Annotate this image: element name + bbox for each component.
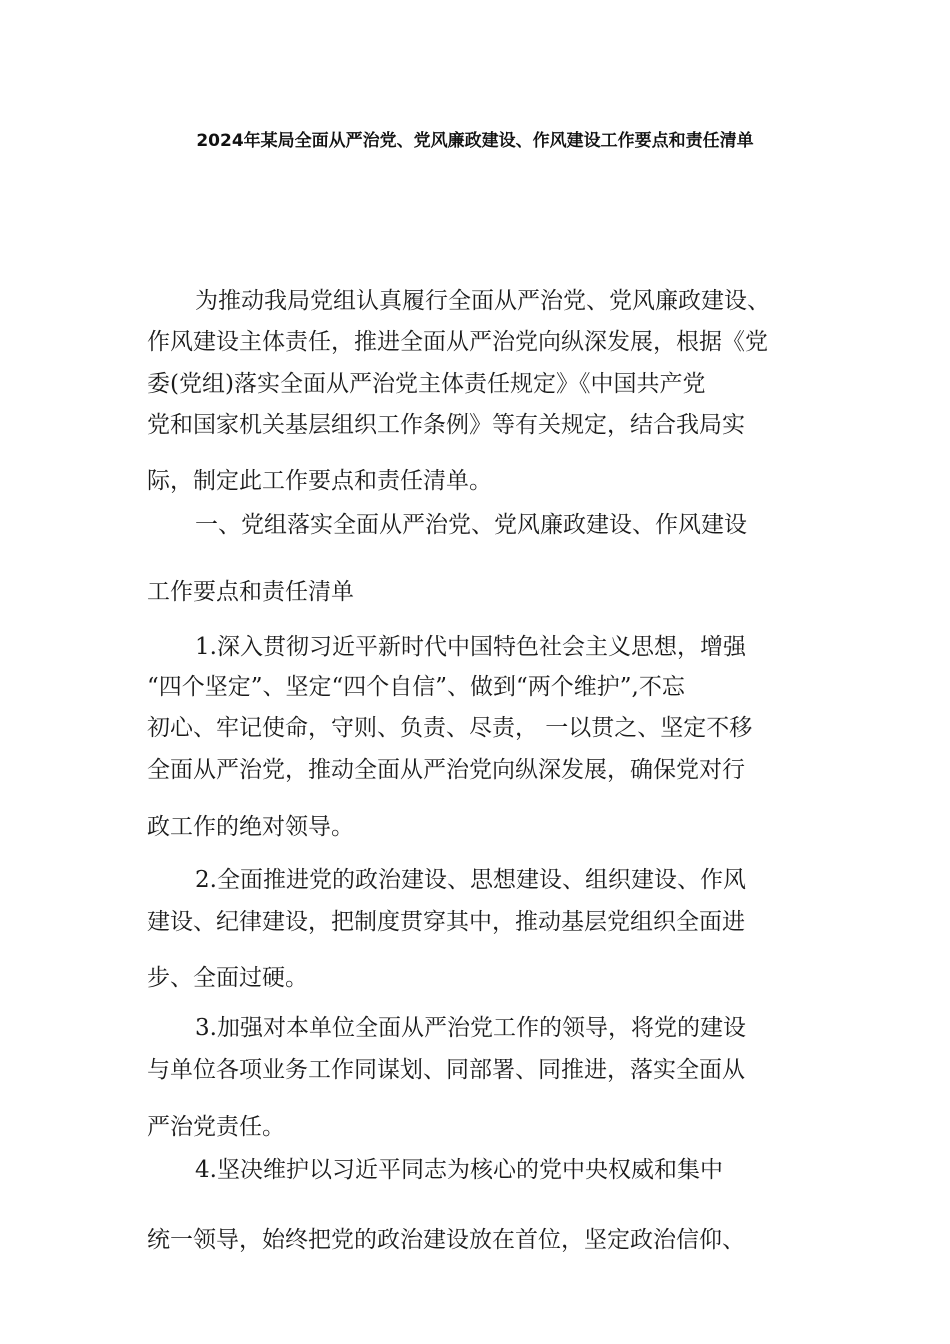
intro-line-1: 为推动我局党组认真履行全面从严治党、党风廉政建设、: [195, 288, 770, 314]
intro-line-4: 党和国家机关基层组织工作条例》等有关规定，结合我局实: [147, 412, 745, 438]
item2-line-3: 步、全面过硬。: [147, 965, 308, 991]
item2-line-1: 2.全面推进党的政治建设、思想建设、组织建设、作风: [195, 867, 746, 893]
item4-line-2: 统一领导，始终把党的政治建设放在首位，坚定政治信仰、: [147, 1227, 745, 1253]
item1-line-3: 初心、牢记使命，守则、负责、尽责， 一以贯之、坚定不移: [147, 715, 753, 741]
item1-line-5: 政工作的绝对领导。: [147, 814, 354, 840]
section-heading-line-2: 工作要点和责任清单: [147, 579, 354, 605]
section-heading-line-1: 一、党组落实全面从严治党、党风廉政建设、作风建设: [195, 512, 747, 538]
intro-line-3: 委(党组)落实全面从严治党主体责任规定》《中国共产党: [147, 371, 706, 397]
item1-line-2: “四个坚定”、坚定“四个自信”、做到“两个维护”,不忘: [147, 674, 685, 700]
item4-line-1: 4.坚决维护以习近平同志为核心的党中央权威和集中: [195, 1157, 723, 1183]
intro-line-5: 际，制定此工作要点和责任清单。: [147, 468, 492, 494]
item1-line-1: 1.深入贯彻习近平新时代中国特色社会主义思想，增强: [195, 634, 746, 660]
item3-line-3: 严治党责任。: [147, 1114, 285, 1140]
item3-line-1: 3.加强对本单位全面从严治党工作的领导，将党的建设: [195, 1015, 746, 1041]
item1-line-4: 全面从严治党，推动全面从严治党向纵深发展，确保党对行: [147, 757, 745, 783]
item2-line-2: 建设、纪律建设，把制度贯穿其中，推动基层党组织全面进: [147, 909, 745, 935]
intro-line-2: 作风建设主体责任，推进全面从严治党向纵深发展，根据《党: [147, 329, 768, 355]
document-title: 2024年某局全面从严治党、党风廉政建设、作风建设工作要点和责任清单: [196, 131, 754, 151]
item3-line-2: 与单位各项业务工作同谋划、同部署、同推进，落实全面从: [147, 1057, 745, 1083]
